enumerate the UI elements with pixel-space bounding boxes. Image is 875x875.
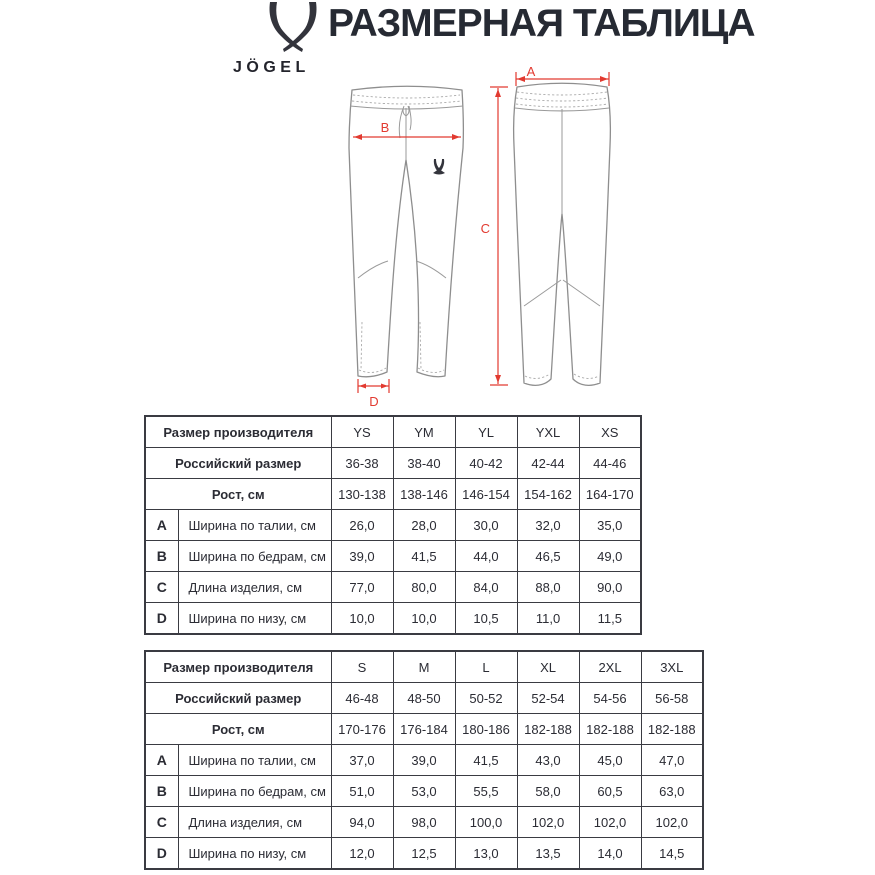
measure-row <box>145 572 641 603</box>
size-header-cell: YS <box>331 416 393 448</box>
value-cell: 11,5 <box>579 603 641 635</box>
size-header-cell: 138-146 <box>393 479 455 510</box>
size-header-cell: 3XL <box>641 651 703 683</box>
value-cell: 11,0 <box>517 603 579 635</box>
value-cell: 90,0 <box>579 572 641 603</box>
header-row <box>145 416 641 448</box>
measure-row <box>145 838 703 870</box>
header-row <box>145 479 641 510</box>
size-header-cell: YM <box>393 416 455 448</box>
value-cell: 28,0 <box>393 510 455 541</box>
dim-letter-cell: B <box>145 776 178 807</box>
value-cell: 94,0 <box>331 807 393 838</box>
size-header-cell: 130-138 <box>331 479 393 510</box>
value-cell: 102,0 <box>641 807 703 838</box>
value-cell: 37,0 <box>331 745 393 776</box>
pants-back-view <box>514 83 611 385</box>
dim-label-b: B <box>380 120 390 135</box>
row-label: Российский размер <box>145 683 331 714</box>
value-cell: 12,5 <box>393 838 455 870</box>
size-header-cell: 170-176 <box>331 714 393 745</box>
size-header-cell: 146-154 <box>455 479 517 510</box>
value-cell: 35,0 <box>579 510 641 541</box>
pants-front-view <box>349 86 463 377</box>
size-header-cell: 38-40 <box>393 448 455 479</box>
value-cell: 80,0 <box>393 572 455 603</box>
value-cell: 13,0 <box>455 838 517 870</box>
value-cell: 88,0 <box>517 572 579 603</box>
row-label: Рост, см <box>145 479 331 510</box>
size-header-cell: YXL <box>517 416 579 448</box>
value-cell: 58,0 <box>517 776 579 807</box>
size-header-cell: 56-58 <box>641 683 703 714</box>
value-cell: 53,0 <box>393 776 455 807</box>
header-row <box>145 714 703 745</box>
size-header-cell: 176-184 <box>393 714 455 745</box>
dim-letter-cell: D <box>145 838 178 870</box>
size-header-cell: YL <box>455 416 517 448</box>
size-header-cell: 54-56 <box>579 683 641 714</box>
size-header-cell: L <box>455 651 517 683</box>
row-label: Размер производителя <box>145 651 331 683</box>
value-cell: 14,0 <box>579 838 641 870</box>
value-cell: 45,0 <box>579 745 641 776</box>
row-label: Размер производителя <box>145 416 331 448</box>
value-cell: 46,5 <box>517 541 579 572</box>
param-name-cell: Ширина по бедрам, см <box>178 776 331 807</box>
measure-row <box>145 807 703 838</box>
value-cell: 98,0 <box>393 807 455 838</box>
value-cell: 10,0 <box>331 603 393 635</box>
value-cell: 60,5 <box>579 776 641 807</box>
size-table-junior <box>144 415 642 635</box>
brand-wordmark: JÖGEL <box>233 59 310 76</box>
param-name-cell: Длина изделия, см <box>178 807 331 838</box>
page-title: РАЗМЕРНАЯ ТАБЛИЦА <box>328 2 755 45</box>
pants-size-diagram <box>330 56 640 412</box>
value-cell: 100,0 <box>455 807 517 838</box>
dim-letter-cell: A <box>145 510 178 541</box>
size-table-adult <box>144 650 704 870</box>
dim-label-a: A <box>526 64 536 79</box>
value-cell: 102,0 <box>579 807 641 838</box>
measure-row <box>145 541 641 572</box>
param-name-cell: Ширина по талии, см <box>178 745 331 776</box>
dim-letter-cell: B <box>145 541 178 572</box>
size-header-cell: 42-44 <box>517 448 579 479</box>
size-header-cell: 164-170 <box>579 479 641 510</box>
param-name-cell: Ширина по бедрам, см <box>178 541 331 572</box>
value-cell: 63,0 <box>641 776 703 807</box>
dim-letter-cell: C <box>145 572 178 603</box>
measure-row <box>145 745 703 776</box>
header-row <box>145 683 703 714</box>
size-header-cell: 180-186 <box>455 714 517 745</box>
measure-row <box>145 776 703 807</box>
measure-row <box>145 603 641 635</box>
value-cell: 10,5 <box>455 603 517 635</box>
row-label: Рост, см <box>145 714 331 745</box>
value-cell: 84,0 <box>455 572 517 603</box>
dim-letter-cell: A <box>145 745 178 776</box>
value-cell: 41,5 <box>393 541 455 572</box>
dim-label-d: D <box>369 394 379 409</box>
dimension-arrow-c <box>481 87 508 385</box>
size-header-cell: XS <box>579 416 641 448</box>
param-name-cell: Ширина по низу, см <box>178 838 331 870</box>
size-header-cell: S <box>331 651 393 683</box>
size-header-cell: 52-54 <box>517 683 579 714</box>
value-cell: 49,0 <box>579 541 641 572</box>
value-cell: 44,0 <box>455 541 517 572</box>
value-cell: 55,5 <box>455 776 517 807</box>
size-header-cell: 154-162 <box>517 479 579 510</box>
size-header-cell: 40-42 <box>455 448 517 479</box>
dim-letter-cell: C <box>145 807 178 838</box>
header-row <box>145 651 703 683</box>
size-header-cell: 2XL <box>579 651 641 683</box>
size-header-cell: 44-46 <box>579 448 641 479</box>
value-cell: 10,0 <box>393 603 455 635</box>
size-header-cell: 48-50 <box>393 683 455 714</box>
value-cell: 77,0 <box>331 572 393 603</box>
header-row <box>145 448 641 479</box>
param-name-cell: Ширина по талии, см <box>178 510 331 541</box>
size-header-cell: 182-188 <box>517 714 579 745</box>
value-cell: 39,0 <box>331 541 393 572</box>
size-header-cell: XL <box>517 651 579 683</box>
value-cell: 13,5 <box>517 838 579 870</box>
dimension-arrow-d <box>358 379 389 409</box>
dim-label-c: C <box>480 221 490 236</box>
size-header-cell: M <box>393 651 455 683</box>
size-header-cell: 46-48 <box>331 683 393 714</box>
jogel-v-mark-icon <box>270 2 317 52</box>
value-cell: 26,0 <box>331 510 393 541</box>
param-name-cell: Ширина по низу, см <box>178 603 331 635</box>
size-header-cell: 182-188 <box>641 714 703 745</box>
size-header-cell: 36-38 <box>331 448 393 479</box>
value-cell: 43,0 <box>517 745 579 776</box>
size-header-cell: 182-188 <box>579 714 641 745</box>
size-header-cell: 50-52 <box>455 683 517 714</box>
value-cell: 39,0 <box>393 745 455 776</box>
value-cell: 32,0 <box>517 510 579 541</box>
value-cell: 41,5 <box>455 745 517 776</box>
value-cell: 12,0 <box>331 838 393 870</box>
value-cell: 47,0 <box>641 745 703 776</box>
value-cell: 30,0 <box>455 510 517 541</box>
dim-letter-cell: D <box>145 603 178 635</box>
row-label: Российский размер <box>145 448 331 479</box>
param-name-cell: Длина изделия, см <box>178 572 331 603</box>
value-cell: 14,5 <box>641 838 703 870</box>
measure-row <box>145 510 641 541</box>
value-cell: 102,0 <box>517 807 579 838</box>
value-cell: 51,0 <box>331 776 393 807</box>
